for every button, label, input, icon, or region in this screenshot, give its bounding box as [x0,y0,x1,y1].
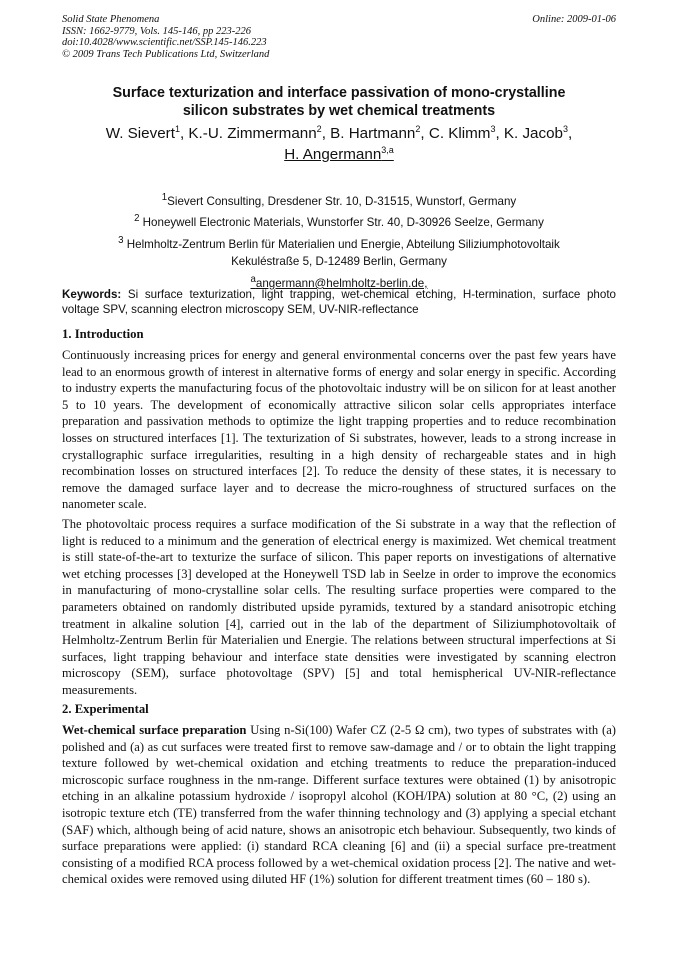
intro-paragraph-1: Continuously increasing prices for energy and general environmental concerns over the past few years have lead to an enormous growth of interest in alternative forms of energy and solar energy in specific. According to industry experts the manufacturing focus of the photovoltaic industry will be on silicon for at least another 5 to 10 years. The development of economically attractive silicon solar cells appropriates interface preparation and passivation methods to optimize the light trapping properties and to reduce recombination losses on structured interfaces [1]. The texturization of Si substrates, however, leads to a strong increase in crystallographic surface irregularities, resulting in a high density of rechargeable states and in high recombination losses on structured interfaces [2]. To reduce the density of these states, it is necessary to remove the damaged surface layer and to decrease the micro-roughness of structured surfaces on the nanometer scale. [62,348,616,512]
copyright-line: © 2009 Trans Tech Publications Ltd, Switzerland [62,48,270,60]
affil-mark: 2 [134,213,140,225]
affiliation-2 [62,210,616,231]
affiliation-3 [62,232,616,253]
doi-line[interactable]: doi:10.4028/www.scientific.net/SSP.145-146.223 [62,37,267,48]
journal-name: Solid State Phenomena [62,14,160,25]
paper-title [62,84,616,120]
section-heading-experimental: 2. Experimental [62,702,149,716]
title-line-1: Surface texturization and interface passivation of mono-crystalline [112,85,566,101]
author-name: , K.-U. Zimmermann [179,125,317,142]
author-line-2 [62,144,616,165]
affiliations [62,189,616,292]
experimental-paragraph-1 [62,722,616,888]
affiliation-1 [62,189,616,210]
author-affil-mark: 1 [174,123,180,134]
author-affil-mark: 2 [415,123,421,134]
affiliation-3-address: Kekuléstraße 5, D-12489 Berlin, Germany [231,255,447,269]
author-name: , K. Jacob [495,125,563,142]
author-affil-mark: 3 [563,123,569,134]
author-name: H. Angermann [284,146,382,163]
online-date: Online: 2009-01-06 [532,14,616,25]
keywords-text: Si surface texturization, light trapping, wet-chemical etching, H-termination, surface photo voltage SPV, scanning electron microscopy SEM, UV-NIR-reflectance [62,288,616,316]
affil-text: Helmholtz-Zentrum Berlin für Materialien und Energie, Abteilung Siliziumphotovoltaik [123,237,560,251]
intro-paragraph-2: The photovoltaic process requires a surface modification of the Si substrate in a way that the reflection of light is reduced to a minimum and the generation of electrical energy is maximized. Wet chemical treatment is still state-of-the-art to texturize the surface of silicon. This paper reports on investigations of alternative wet etching processes [3] developed at the Honeywell TSD lab in Seelze in order to improve the economics in manufacturing of mono-crystalline solar cells. The resulting surface properties were compared to the parameters obtained on randomly distributed upside pyramids, textured by a standard anisotropic etching treatment in alkaline solution [4], carried out in the lab of the department of Siliziumphotovoltaik of Helmholtz-Zentrum Berlin für Materialien und Energie. The relations between structural imperfections at Si surfaces, light trapping behaviour and interface state densities were investigated by scanning electron microscopy (SEM), surface photovoltage (SPV) [5] and total hemispherical UV-NIR-reflectance measurements. [62,517,616,697]
keywords [62,287,616,317]
author-affil-mark: 3,a [381,144,394,155]
section-heading-introduction: 1. Introduction [62,327,144,341]
affil-text: Honeywell Electronic Materials, Wunstorfer Str. 40, D-30926 Seelze, Germany [139,216,544,230]
affil-text: Sievert Consulting, Dresdener Str. 10, D-31515, Wunstorf, Germany [167,194,517,208]
issn-line: ISSN: 1662-9779, Vols. 145-146, pp 223-226 [62,25,251,37]
paragraph-body: Using n-Si(100) Wafer CZ (2-5 Ω cm), two types of substrates with (a) polished and (a) as cut surfaces were treated first to remove saw-damage and / or to obtain the light trapping texture followed by wet-chemical oxidation and etching treatments to reduce the preparation-induced microscopic surface roughness in the nm-range. Different surface textures were obtained (1) by anisotropic etching in an alkaline potassium hydroxide / isopropyl alcohol (KOH/IPA) solution at 80 °C, (2) using an isotropic texture etch (TE) transferred from the wafer thinning technology and (3) applying a special etchant (SAF) which, although being of acid nature, shows an anisotropic etch behaviour. Subsequently, two kinds of surface preparations were applied: (i) standard RCA cleaning [6] and (ii) a special surface pre-treatment consisting of a modified RCA process followed by a wet-chemical oxidation process [2]. The native and wet-chemical oxides were removed using diluted HF (1%) solution for different treatment times (60 – 180 s). [62,723,616,887]
corresponding-author [284,146,394,163]
title-line-2: silicon substrates by wet chemical treatments [182,103,496,119]
author-separator: , [568,125,573,142]
keywords-label: Keywords: [62,288,122,301]
author-name: , B. Hartmann [321,125,416,142]
author-name: W. Sievert [105,125,175,142]
email-address: angermann@helmholtz-berlin.de, [255,276,428,290]
author-name: , C. Klimm [420,125,491,142]
author-line-1 [62,123,616,144]
author-list [62,123,616,165]
paragraph-run-in-heading: Wet-chemical surface preparation [62,723,247,737]
author-affil-mark: 2 [316,123,322,134]
affil-mark: 3 [118,234,124,246]
affil-mark: 1 [161,192,168,203]
email-mark: a [250,273,256,285]
journal-header [62,14,269,60]
author-affil-mark: 3 [490,123,496,134]
